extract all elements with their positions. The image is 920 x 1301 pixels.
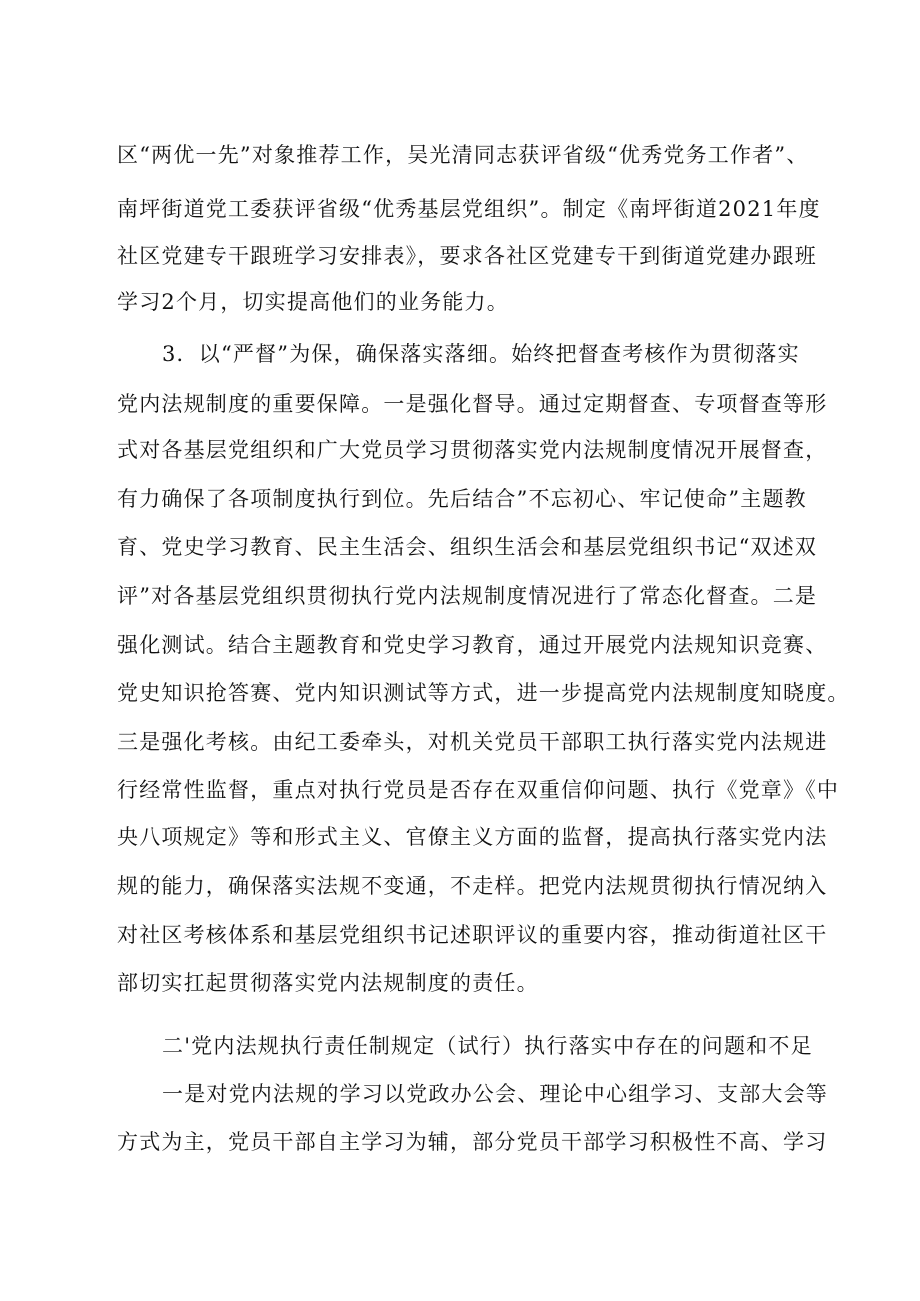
paragraph-line: 三是强化考核。由纪工委牵头，对机关党员干部职工执行落实党内法规进	[117, 730, 828, 754]
paragraph-line: 一是对党内法规的学习以党政办公会、理论中心组学习、支部大会等	[162, 1082, 828, 1106]
paragraph-line: 强化测试。结合主题教育和党史学习教育，通过开展党内法规知识竞赛、	[117, 633, 828, 657]
paragraph-line: 式对各基层党组织和广大党员学习贯彻落实党内法规制度情况开展督查，	[117, 438, 828, 462]
paragraph-line: 社区党建专干跟班学习安排表》，要求各社区党建专干到街道党建办跟班	[117, 244, 817, 268]
paragraph-line: 行经常性监督，重点对执行党员是否存在双重信仰问题、执行《党章》《中	[117, 778, 840, 802]
paragraph-line: 南坪街道党工委获评省级“优秀基层党组织”。制定《南坪街道2021年度	[117, 197, 821, 221]
paragraph-line: 有力确保了各项制度执行到位。先后结合”不忘初心、牢记使命”主题教	[117, 487, 807, 511]
paragraph-line: 央八项规定》等和形式主义、官僚主义方面的监督，提高执行落实党内法	[117, 825, 828, 849]
paragraph-line: 党内法规制度的重要保障。一是强化督导。通过定期督查、专项督查等形	[117, 392, 828, 416]
paragraph-line: 育、党史学习教育、民主生活会、组织生活会和基层党组织书记“双述双	[117, 535, 818, 559]
paragraph-line: 3．以“严督”为保，确保落实落细。始终把督查考核作为贯彻落实	[162, 342, 800, 366]
paragraph-line: 党史知识抢答赛、党内知识测试等方式，进一步提高党内法规制度知晓度。	[117, 681, 850, 705]
paragraph-line: 区“两优一先”对象推荐工作，吴光清同志获评省级“优秀党务工作者”、	[117, 143, 809, 167]
paragraph-line: 部切实扛起贯彻落实党内法规制度的责任。	[117, 971, 539, 995]
paragraph-line: 对社区考核体系和基层党组织书记述职评议的重要内容，推动街道社区干	[117, 923, 828, 947]
paragraph-line: 方式为主，党员干部自主学习为辅，部分党员干部学习积极性不高、学习	[117, 1130, 828, 1154]
paragraph-line: 评”对各基层党组织贯彻执行党内法规制度情况进行了常态化督查。二是	[117, 584, 818, 608]
paragraph-line: 规的能力，确保落实法规不变通，不走样。把党内法规贯彻执行情况纳入	[117, 874, 828, 898]
section-heading: 二'党内法规执行责任制规定（试行）执行落实中存在的问题和不足	[162, 1034, 813, 1058]
paragraph-line: 学习2个月，切实提高他们的业务能力。	[117, 290, 509, 314]
